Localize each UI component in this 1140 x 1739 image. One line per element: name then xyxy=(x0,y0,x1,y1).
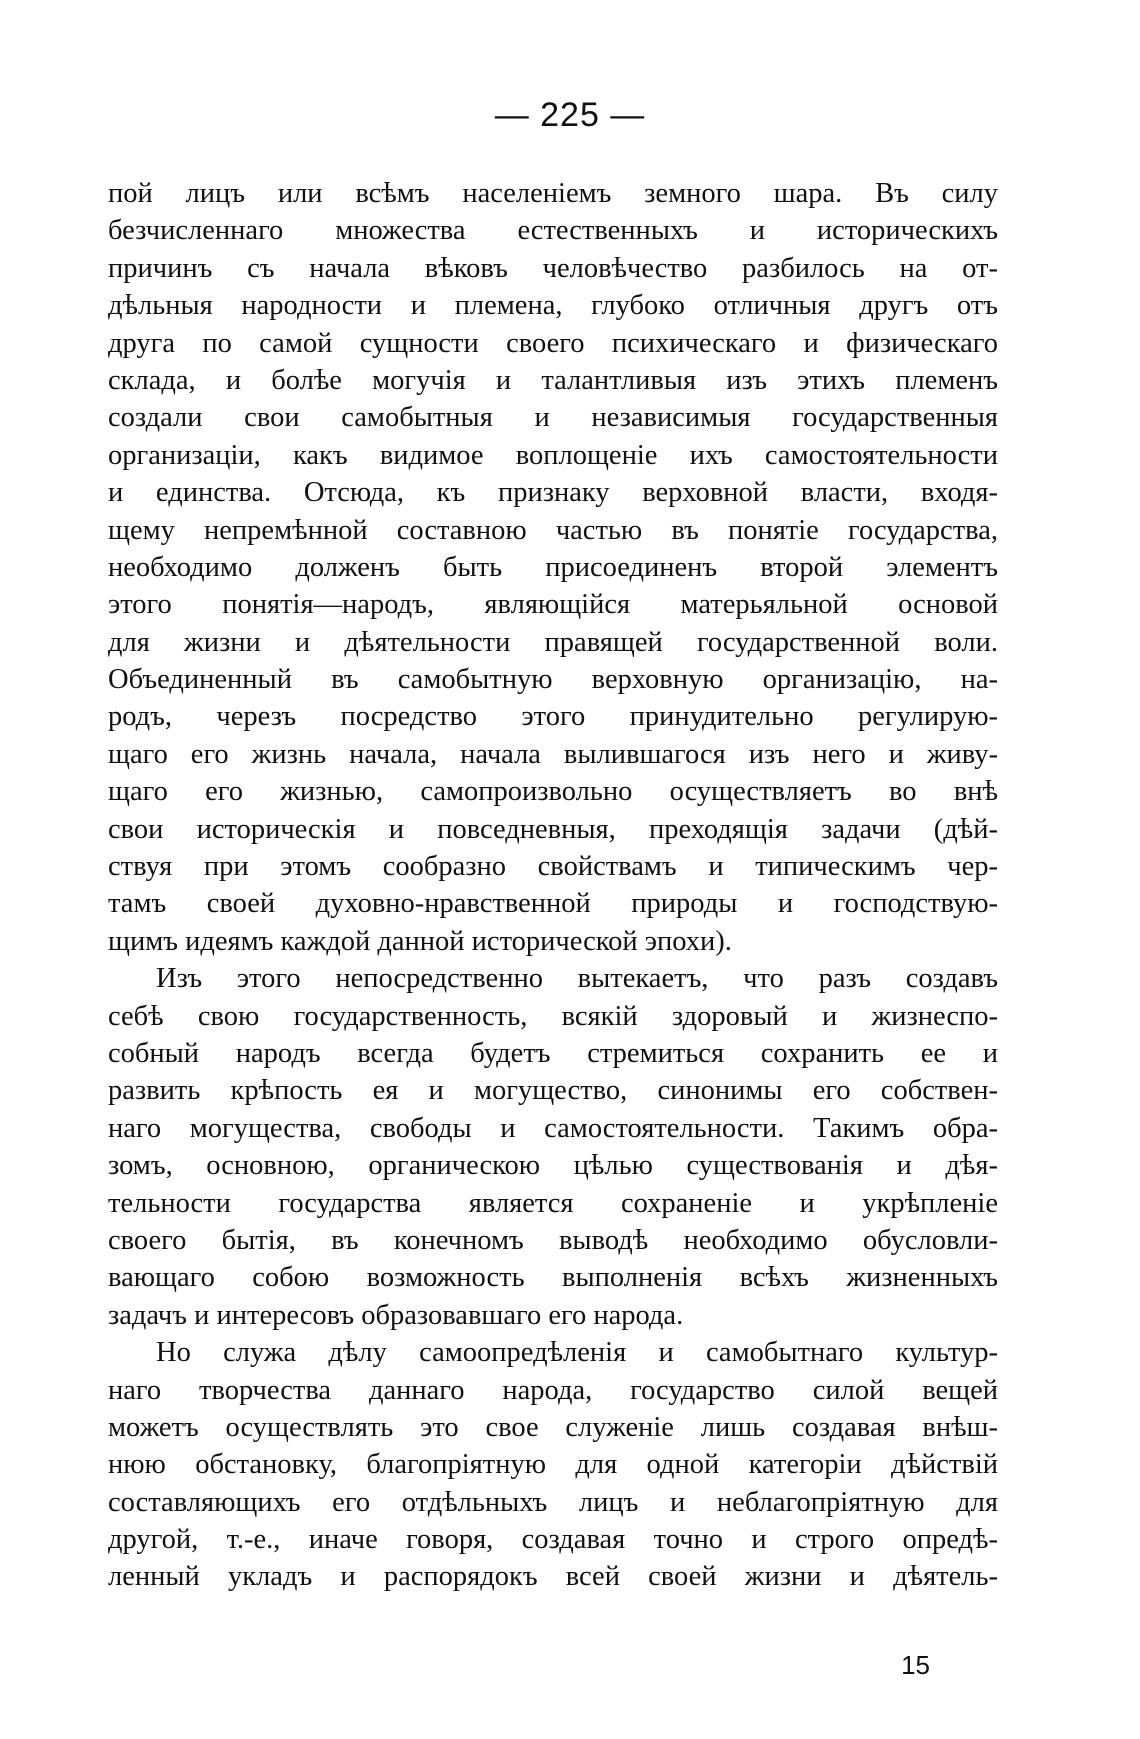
text-line: своего бытія, въ конечномъ выводѣ необходимо обусловли- xyxy=(108,1224,998,1256)
text-line: щимъ идеямъ каждой данной исторической эпохи). xyxy=(108,925,732,957)
text-line: тамъ своей духовно-нравственной природы и господствую- xyxy=(108,888,998,920)
text-line: можетъ осуществлять это свое служеніе лишь создавая внѣш- xyxy=(108,1411,998,1443)
text-line: составляющихъ его отдѣльныхъ лицъ и неблагопріятную для xyxy=(108,1486,998,1518)
text-line: родъ, черезъ посредство этого принудительно регулирую- xyxy=(108,701,998,733)
text-line: щаго его жизнь начала, начала вылившагося изъ него и живу- xyxy=(108,738,998,770)
text-line: склада, и болѣе могучія и талантливыя изъ этихъ племенъ xyxy=(108,364,998,396)
text-line: развить крѣпость ея и могущество, синонимы его собствен- xyxy=(108,1075,998,1107)
paragraph-3 xyxy=(108,1334,998,1596)
text-line: вающаго собою возможность выполненія всѣхъ жизненныхъ xyxy=(108,1262,998,1294)
text-line: наго могущества, свободы и самостоятельности. Такимъ обра- xyxy=(108,1112,998,1144)
printer-signature-mark: 15 xyxy=(901,1650,930,1680)
text-line: нюю обстановку, благопріятную для одной категоріи дѣйствій xyxy=(108,1449,998,1481)
text-line: собный народъ всегда будетъ стремиться сохранить ее и xyxy=(108,1037,998,1069)
text-line: причинъ съ начала вѣковъ человѣчество разбилось на от- xyxy=(108,252,998,284)
text-line: свои историческія и повседневныя, преходящія задачи (дѣй- xyxy=(108,813,998,845)
text-line: безчисленнаго множества естественныхъ и историческихъ xyxy=(108,215,998,247)
text-line: необходимо долженъ быть присоединенъ второй элементъ xyxy=(108,551,998,583)
text-line: создали свои самобытныя и независимыя государственныя xyxy=(108,402,998,434)
text-line: и единства. Отсюда, къ признаку верховной власти, входя- xyxy=(108,477,998,509)
text-line: зомъ, основною, органическою цѣлью существованія и дѣя- xyxy=(108,1150,998,1182)
text-line: ствуя при этомъ сообразно свойствамъ и типическимъ чер- xyxy=(108,851,998,883)
text-line: задачъ и интересовъ образовавшаго его народа. xyxy=(108,1299,684,1331)
text-line: Изъ этого непосредственно вытекаетъ, что разъ создавъ xyxy=(156,963,998,995)
text-line: Объединенный въ самобытную верховную организацію, на- xyxy=(108,664,998,696)
page-number: — 225 — xyxy=(494,96,646,134)
text-line: организаціи, какъ видимое воплощеніе ихъ самостоятельности xyxy=(108,439,998,471)
text-line: друга по самой сущности своего психическаго и физическаго xyxy=(108,327,998,359)
text-line: пой лицъ или всѣмъ населеніемъ земного шара. Въ силу xyxy=(108,178,998,209)
text-line: Но служа дѣлу самоопредѣленія и самобытнаго культур- xyxy=(156,1337,998,1369)
text-line: другой, т.-е., иначе говоря, создавая точно и строго опредѣ- xyxy=(108,1524,998,1556)
text-line: наго творчества даннаго народа, государство силой вещей xyxy=(108,1374,998,1406)
text-line: тельности государства является сохраненіе и укрѣпленіе xyxy=(108,1187,998,1219)
text-line: щаго его жизнью, самопроизвольно осуществляетъ во внѣ xyxy=(108,776,998,808)
text-line: дѣльныя народности и племена, глубоко отличныя другъ отъ xyxy=(108,290,998,322)
text-line: себѣ свою государственность, всякій здоровый и жизнеспо- xyxy=(108,1000,998,1032)
text-line: ленный укладъ и распорядокъ всей своей жизни и дѣятель- xyxy=(108,1561,998,1593)
text-line: этого понятія—народъ, являющійся матерьяльной основой xyxy=(108,589,998,621)
paragraph-1 xyxy=(108,175,998,960)
text-line: для жизни и дѣятельности правящей государственной воли. xyxy=(108,626,998,658)
paragraph-2 xyxy=(108,960,998,1334)
text-line: щему непремѣнной составною частью въ понятіе государства, xyxy=(108,514,998,546)
body-text xyxy=(108,175,998,1596)
